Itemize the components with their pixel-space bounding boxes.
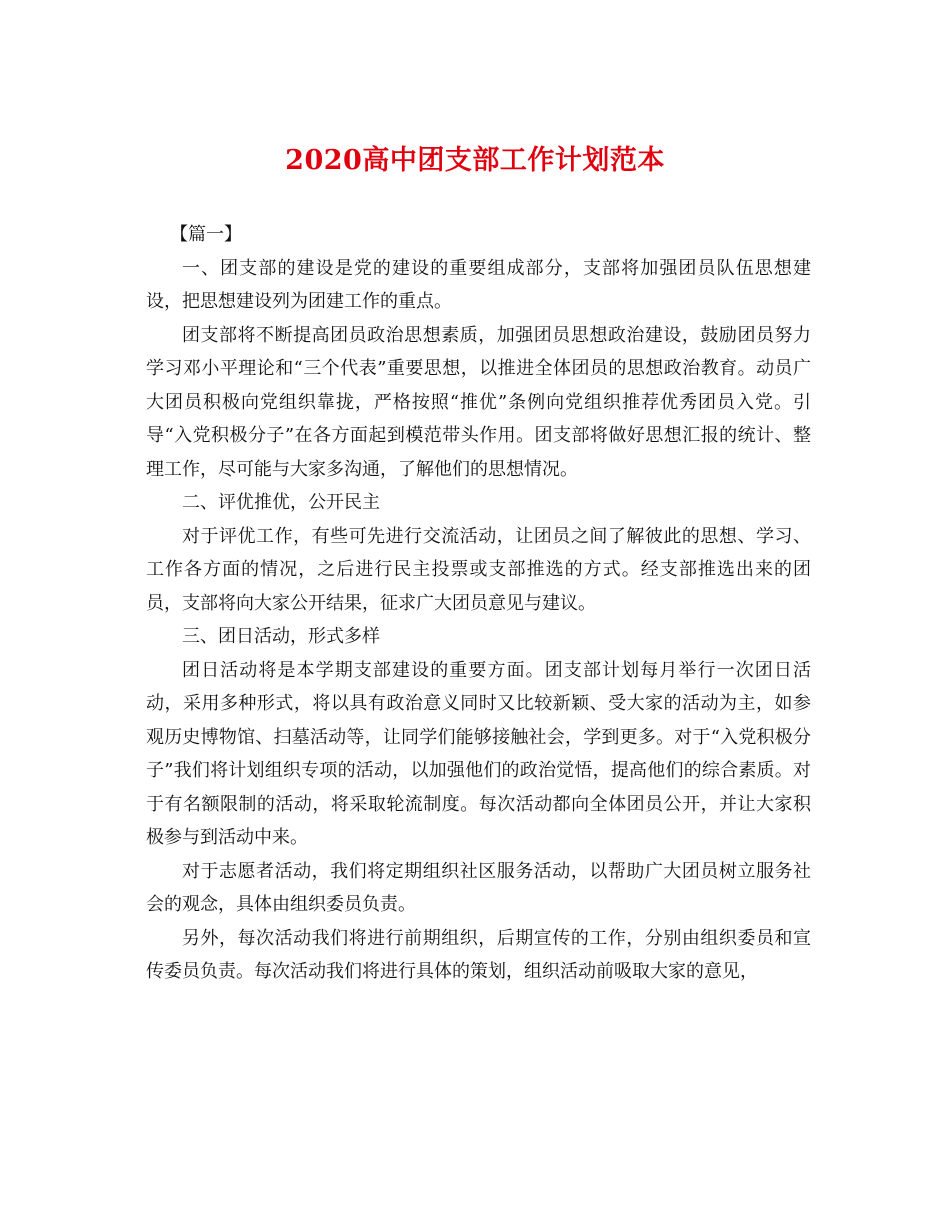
paragraph-5-heading: 三、团日活动，形式多样 (182, 626, 380, 647)
paragraph-7: 对于志愿者活动，我们将定期组织社区服务活动，以帮助广大团员树立服务社会的观念，具体由组织委员负责。 (146, 860, 811, 915)
paragraph-2: 团支部将不断提高团员政治思想素质，加强团员思想政治建设，鼓励团员努力学习邓小平理论和“三个代表”重要思想，以推进全体团员的思想政治教育。动员广大团员积极向党组织靠拢，严格按照“推优”条例向党组织推荐优秀团员入党。引导“入党积极分子”在各方面起到模范带头作用。团支部将做好思想汇报的统计、整理工作，尽可能与大家多沟通，了解他们的思想情况。 (146, 324, 811, 480)
document-body (146, 218, 811, 989)
document-title: 2020高中团支部工作计划范本 (285, 145, 665, 176)
paragraph-8: 另外，每次活动我们将进行前期组织，后期宣传的工作，分别由组织委员和宣传委员负责。每次活动我们将进行具体的策划，组织活动前吸取大家的意见， (146, 927, 811, 982)
paragraph-1: 一、团支部的建设是党的建设的重要组成部分，支部将加强团员队伍思想建设，把思想建设列为团建工作的重点。 (146, 257, 811, 312)
paragraph-6: 团日活动将是本学期支部建设的重要方面。团支部计划每月举行一次团日活动，采用多种形式，将以具有政治意义同时又比较新颖、受大家的活动为主，如参观历史博物馆、扫墓活动等，让同学们能够接触社会，学到更多。对于“入党积极分子”我们将计划组织专项的活动，以加强他们的政治觉悟，提高他们的综合素质。对于有名额限制的活动，将采取轮流制度。每次活动都向全体团员公开，并让大家积极参与到活动中来。 (146, 659, 811, 848)
paragraph-4: 对于评优工作，有些可先进行交流活动，让团员之间了解彼此的思想、学习、工作各方面的情况，之后进行民主投票或支部推选的方式。经支部推选出来的团员，支部将向大家公开结果，征求广大团员意见与建议。 (146, 525, 811, 614)
section-heading: 【篇一】 (170, 224, 242, 245)
paragraph-3-heading: 二、评优推优，公开民主 (182, 492, 380, 513)
